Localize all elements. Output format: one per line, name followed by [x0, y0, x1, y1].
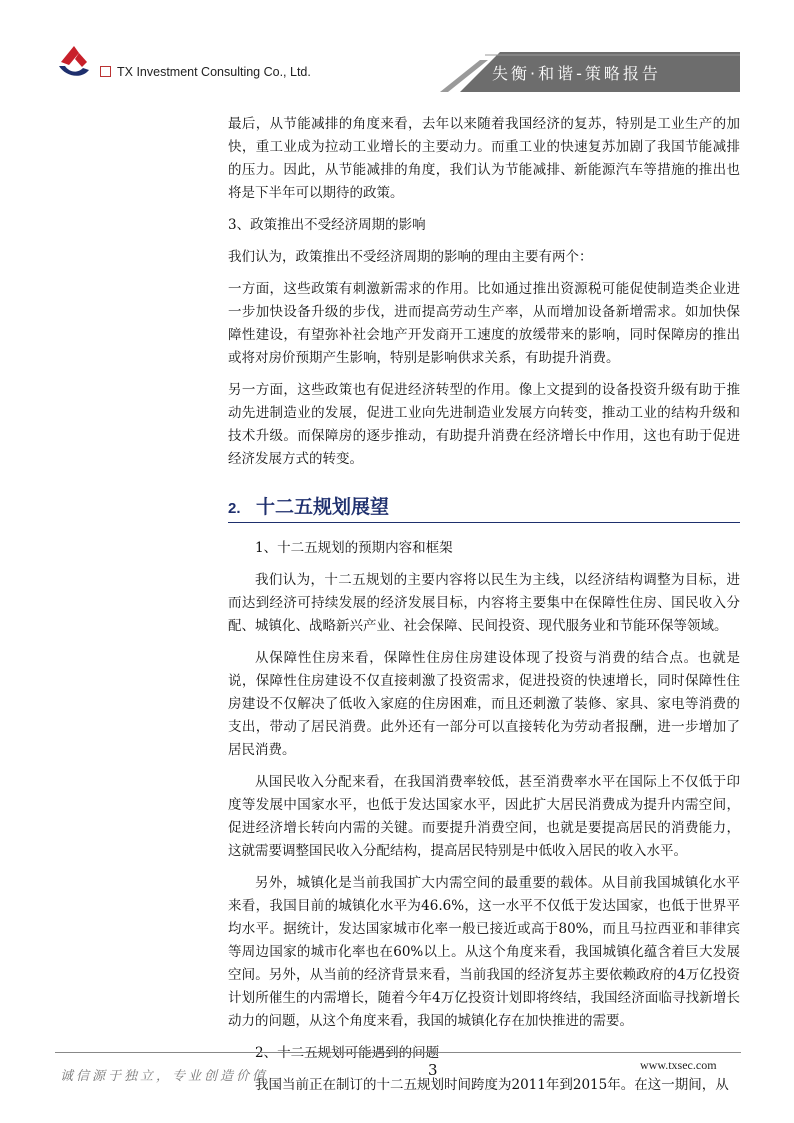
page-header — [0, 0, 794, 100]
paragraph: 最后，从节能减排的角度来看，去年以来随着我国经济的复苏，特别是工业生产的加快，重工业成为拉动工业增长的主要动力。而重工业的快速复苏加剧了我国节能减排的压力。因此，从节能减排的角度，我们认为节能减排、新能源汽车等措施的推出也将是下半年可以期待的政策。 — [228, 116, 740, 201]
report-body — [228, 113, 740, 1106]
seal-icon — [100, 66, 111, 77]
paragraph: 从国民收入分配来看，在我国消费率较低，甚至消费率水平在国际上不仅低于印度等发展中国家水平，也低于发达国家水平，因此扩大居民消费成为提升内需空间，促进经济增长转向内需的关键。而要提升消费空间，也就是要提高居民的消费能力，这就需要调整国民收入分配结构，提高居民特别是中低收入居民的收入水平。 — [228, 774, 740, 859]
company-name: TX Investment Consulting Co., Ltd. — [100, 65, 311, 79]
paragraph: 我们认为，十二五规划的主要内容将以民生为主线，以经济结构调整为目标，进而达到经济可持续发展的经济发展目标，内容将主要集中在保障性住房、国民收入分配、城镇化、战略新兴产业、社会保障、民间投资、现代服务业和节能环保等领域。 — [228, 572, 740, 634]
subheading: 1、十二五规划的预期内容和框架 — [255, 540, 453, 556]
section-title: 十二五规划展望 — [256, 496, 390, 518]
footer-url[interactable]: www.txsec.com — [640, 1058, 717, 1072]
section-number: 2. — [228, 500, 241, 517]
paragraph: 另一方面，这些政策也有促进经济转型的作用。像上文提到的设备投资升级有助于推动先进制造业的发展，促进工业向先进制造业发展方向转变，推动工业的结构升级和技术升级。而保障房的逐步推动，有助提升消费在经济增长中作用，这也有助于促进经济发展方式的转变。 — [228, 382, 740, 467]
subheading: 2、十二五规划可能遇到的问题 — [255, 1045, 440, 1061]
subheading: 3、政策推出不受经济周期的影响 — [228, 217, 426, 233]
paragraph: 我们认为，政策推出不受经济周期的影响的理由主要有两个： — [228, 249, 593, 265]
footer-slogan: 诚信源于独立，专业创造价值 — [60, 1069, 269, 1084]
company-logo-icon — [55, 40, 93, 80]
section-heading — [228, 496, 740, 523]
paragraph: 一方面，这些政策有刺激新需求的作用。比如通过推出资源税可能促使制造类企业进一步加快设备升级的步伐，进而提高劳动生产率，从而增加设备新增需求。如加快保障性建设，有望弥补社会地产开发商开工速度的放缓带来的影响，同时保障房的推出或将对房价预期产生影响，特别是影响供求关系，有助提升消费。 — [228, 281, 740, 366]
paragraph: 另外，城镇化是当前我国扩大内需空间的最重要的载体。从目前我国城镇化水平来看，我国目前的城镇化水平为46.6%，这一水平不仅低于发达国家，也低于世界平均水平。据统计，发达国家城市化率一般已接近或高于80%，而且马拉西亚和菲律宾等周边国家的城市化率也在60%以上。从这个角度来看，我国城镇化蕴含着巨大发展空间。另外，从当前的经济背景来看，当前我国的经济复苏主要依赖政府的4万亿投资计划所催生的内需增长，随着今年4万亿投资计划即将终结，我国经济面临寻找新增长动力的问题，从这个角度来看，我国的城镇化存在加快推进的需要。 — [228, 875, 740, 1029]
report-slogan: 失衡·和谐-策略报告 — [492, 64, 661, 83]
footer-divider — [55, 1052, 741, 1053]
page-number: 3 — [428, 1061, 438, 1079]
paragraph: 从保障性住房来看，保障性住房住房建设体现了投资与消费的结合点。也就是说，保障性住房建设不仅直接刺激了投资需求，促进投资的快速增长，同时保障性住房建设不仅解决了低收入家庭的住房困难，而且还刺激了装修、家具、家电等消费的支出，带动了居民消费。此外还有一部分可以直接转化为劳动者报酬，进一步增加了居民消费。 — [228, 650, 740, 758]
paragraph: 我国当前正在制订的十二五规划时间跨度为2011年到2015年。在这一期间，从 — [255, 1077, 729, 1093]
